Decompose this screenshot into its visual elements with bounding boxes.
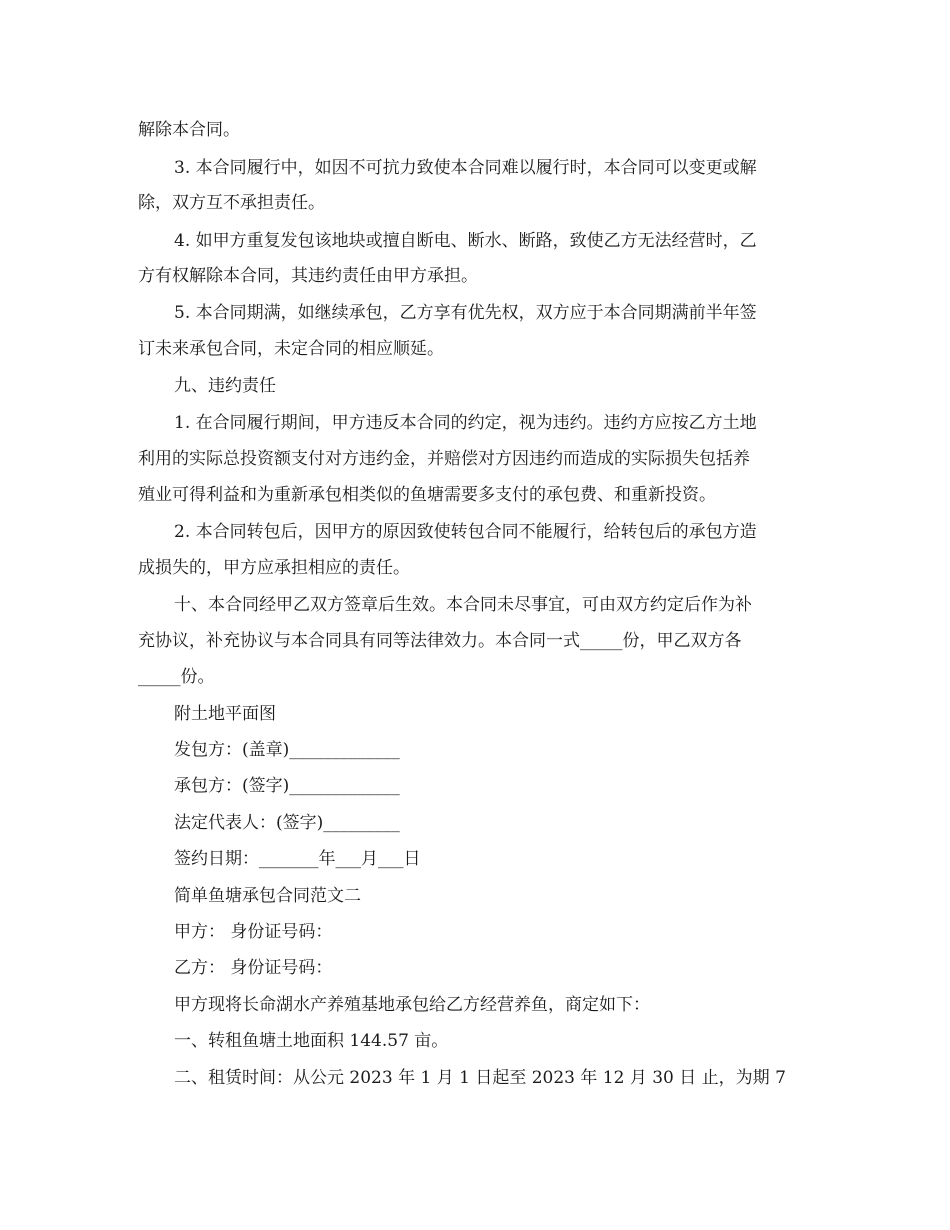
text-line: 4. 如甲方重复发包该地块或擅自断电、断水、断路，致使乙方无法经营时，乙 [174,231,757,251]
text-line: 利用的实际总投资额支付对方违约金，并赔偿对方因违约而造成的实际损失包括养 [138,449,750,469]
text-line: 订未来承包合同，未定合同的相应顺延。 [138,339,444,359]
text-line: 二、租赁时间：从公元 2023 年 1 月 1 日起至 2023 年 12 月 30 日 止，为期 7 [174,1068,786,1088]
section-heading: 九、违约责任 [174,376,276,396]
text-line: 成损失的，甲方应承担相应的责任。 [138,558,410,578]
text-line: 殖业可得利益和为重新承包相类似的鱼塘需要多支付的承包费、和重新投资。 [138,485,716,505]
text-line: 5. 本合同期满，如继续承包，乙方享有优先权，双方应于本合同期满前半年签 [174,303,757,323]
signature-field: 承包方：(签字)_____________ [174,776,400,796]
text-line: 充协议，补充协议与本合同具有同等法律效力。本合同一式_____份，甲乙双方各 [138,631,742,651]
text-line: 方有权解除本合同，其违约责任由甲方承担。 [138,266,478,286]
section-title: 简单鱼塘承包合同范文二 [174,886,361,906]
date-field: 签约日期：_______年___月___日 [174,849,421,869]
text-line: 2. 本合同转包后，因甲方的原因致使转包合同不能履行，给转包后的承包方造 [174,522,757,542]
text-line: 3. 本合同履行中，如因不可抗力致使本合同难以履行时，本合同可以变更或解 [174,158,757,178]
text-line: 解除本合同。 [138,120,240,140]
party-line: 甲方： 身份证号码： [174,922,333,942]
signature-field: 发包方：(盖章)_____________ [174,740,400,760]
text-line: _____份。 [138,667,215,687]
text-line: 1. 在合同履行期间，甲方违反本合同的约定，视为违约。违约方应按乙方土地 [174,413,757,433]
signature-field: 法定代表人：(签字)_________ [174,813,400,833]
text-line: 除，双方互不承担责任。 [138,193,325,213]
text-line: 甲方现将长命湖水产养殖基地承包给乙方经营养鱼，商定如下： [174,995,650,1015]
party-line: 乙方： 身份证号码： [174,958,333,978]
text-line: 十、本合同经甲乙双方签章后生效。本合同未尽事宜，可由双方约定后作为补 [174,595,752,615]
text-line: 一、转租鱼塘土地面积 144.57 亩。 [174,1031,449,1051]
text-line: 附土地平面图 [174,704,276,724]
